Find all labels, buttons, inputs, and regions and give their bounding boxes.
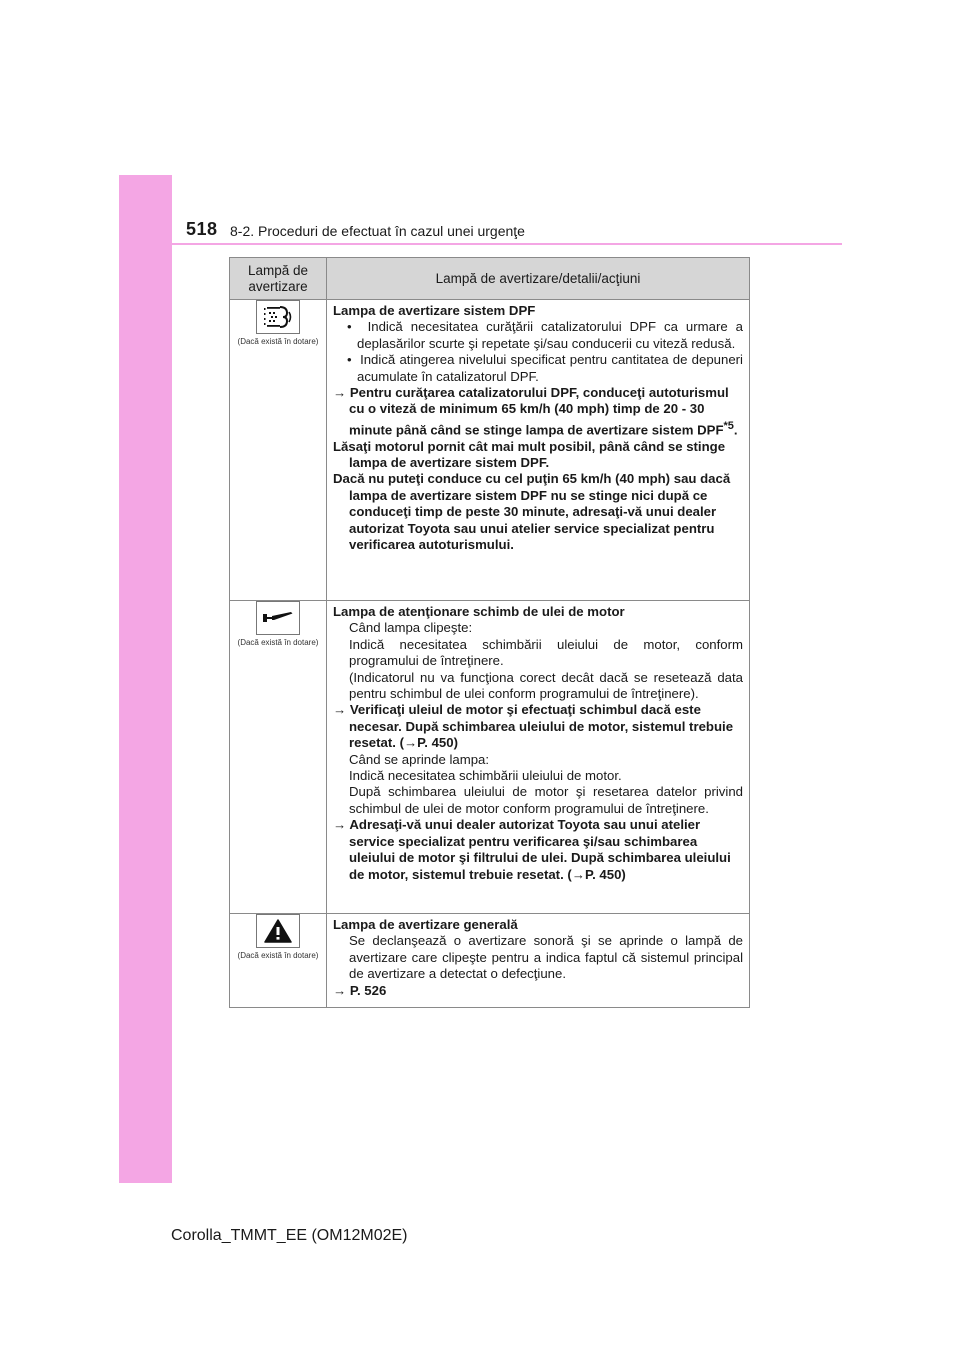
table-row xyxy=(230,601,750,914)
blink-text: Indică necesitatea schimbării uleiului de motor, conform programului de întreţinere. xyxy=(349,636,743,669)
lamp-caption: (Dacă există în dotare) xyxy=(237,638,319,647)
header-rule xyxy=(172,243,842,245)
lamp-cell xyxy=(230,300,327,601)
lamp-title: Lampa de avertizare generală xyxy=(333,917,518,932)
arrow-icon: → xyxy=(333,385,347,401)
action-text: → Verificaţi uleiul de motor şi efectuaţi schimbul dacă este necesar. După schimbarea uleiului de motor, sistemul trebuie resetat. (→P. 450) xyxy=(333,702,734,751)
page-ref-link[interactable]: P. 450) xyxy=(417,735,458,751)
master-warning-icon xyxy=(256,914,300,948)
on-text: Indică necesitatea schimbării uleiului de motor. xyxy=(349,768,622,784)
col-header-lamp: Lampă de avertizare xyxy=(230,258,327,300)
page-ref-link[interactable]: P. 450) xyxy=(584,866,626,882)
dpf-warning-icon xyxy=(256,300,300,334)
lamp-cell xyxy=(230,914,327,1008)
on-note: După schimbarea uleiului de motor şi resetarea datelor privind schimbul de ulei de motor conform programului de întreţinere. xyxy=(349,784,743,816)
section-side-tab xyxy=(119,175,172,1183)
lamp-description xyxy=(327,914,750,1008)
blink-note: (Indicatorul nu va funcţiona corect decât dacă se resetează data pentru schimbul de ulei conform programului de întreţinere). xyxy=(349,669,743,702)
footnote-mark: *5 xyxy=(723,419,734,432)
lamp-title: Lampa de atenţionare schimb de ulei de motor xyxy=(333,604,625,619)
action-text: → Pentru curăţarea catalizatorului DPF, conduceţi autoturismul cu o viteză de minimum 65 km/h (40 mph) timp de 20 - 30 minute până când se stinge lampa de avertizare sistem DPF$^{*5}$. xyxy=(333,385,738,438)
list-item: • Indică atingerea nivelului specificat pentru cantitatea de depuneri acumulate în catalizatorul DPF. xyxy=(347,352,743,384)
arrow-icon: → xyxy=(333,702,347,718)
page-ref-link[interactable]: P. 526 xyxy=(349,982,387,998)
wrench-icon xyxy=(256,601,300,635)
warning-lamp-table xyxy=(229,257,750,1008)
lamp-text: Se declanşează o avertizare sonoră şi se aprinde o lampă de avertizare care clipeşte pentru a indica faptul că sistemul principal de avertizare a detectat o defecţiune. xyxy=(349,933,743,982)
table-row xyxy=(230,300,750,601)
lamp-description xyxy=(327,300,750,601)
document-id: Corolla_TMMT_EE (OM12M02E) xyxy=(171,1227,408,1244)
table-header-row xyxy=(230,258,750,300)
lamp-caption: (Dacă există în dotare) xyxy=(237,951,319,960)
action-text: Dacă nu puteţi conduce cu cel puţin 65 km/h (40 mph) sau dacă lampa de avertizare sistem DPF nu se stinge nici după ce conduceţi timp de peste 30 minute, adresaţi-vă unui dealer autorizat Toyota sau unui atelier service specializat pentru verificarea autoturismului. xyxy=(333,471,731,553)
page-number: 518 xyxy=(186,219,218,239)
arrow-icon: → xyxy=(333,817,347,833)
action-text xyxy=(333,983,743,999)
col-header-details: Lampă de avertizare/detalii/acţiuni xyxy=(327,258,750,300)
lamp-cell xyxy=(230,601,327,914)
arrow-icon: → xyxy=(333,982,347,998)
lamp-caption: (Dacă există în dotare) xyxy=(237,337,319,346)
lamp-title: Lampa de avertizare sistem DPF xyxy=(333,303,536,318)
table-row xyxy=(230,914,750,1008)
action-text: → Adresaţi-vă unui dealer autorizat Toyota sau unui atelier service specializat pentru verificarea şi/sau schimbarea uleiului de motor şi filtrului de ulei. După schimbarea uleiului de motor, sistemul trebuie resetat. (→P. 450) xyxy=(333,817,731,882)
action-text: Lăsaţi motorul pornit cât mai mult posibil, până când se stinge lampa de avertizare sistem DPF. xyxy=(333,438,726,471)
page-header xyxy=(186,216,842,246)
lamp-description xyxy=(327,601,750,914)
list-item: • Indică necesitatea curăţării catalizatorului DPF ca urmare a deplasărilor scurte şi repetate şi/sau conducerii cu viteză redusă. xyxy=(347,319,743,351)
section-title: 8-2. Proceduri de efectuat în cazul unei urgenţe xyxy=(230,223,525,239)
on-label: Când se aprinde lampa: xyxy=(349,751,490,767)
blink-label: Când lampa clipeşte: xyxy=(349,620,473,636)
